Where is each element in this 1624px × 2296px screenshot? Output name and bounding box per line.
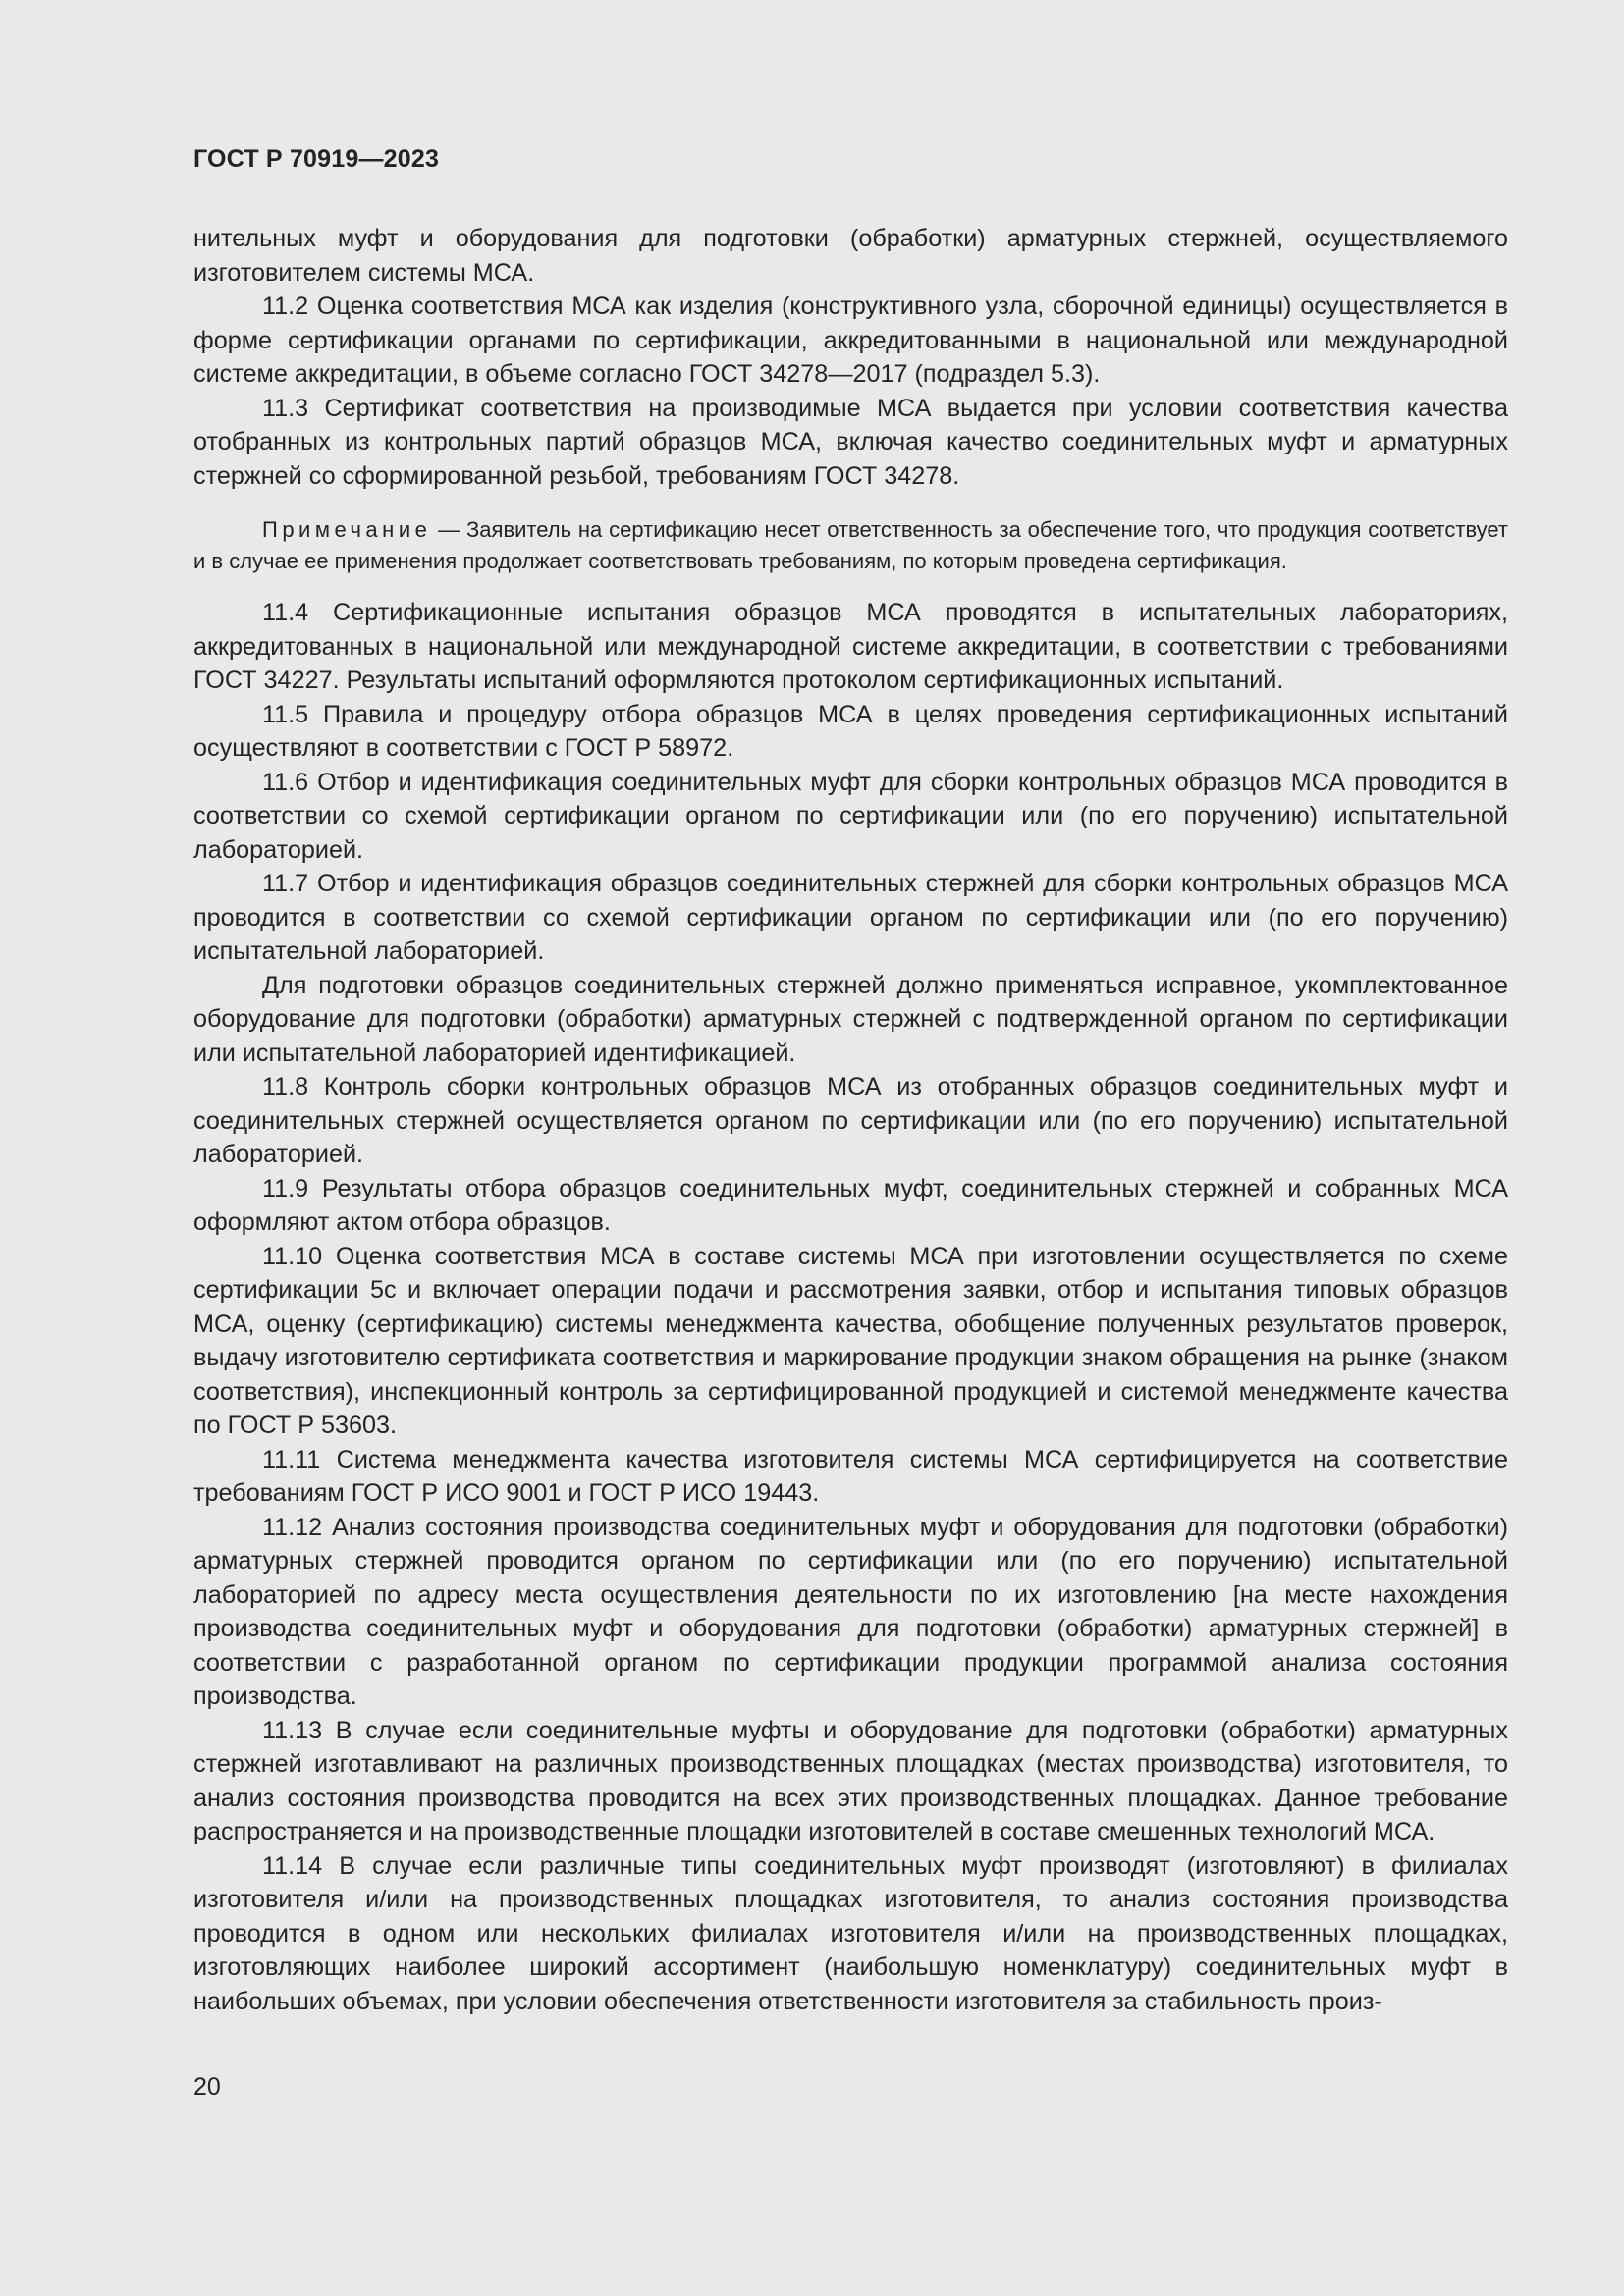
paragraph-11-5: 11.5 Правила и процедуру отбора образцов МСА в целях проведения сертификационных испытаний осуществляют в соответствии с ГОСТ Р 58972. — [193, 700, 1508, 762]
note-text: — Заявитель на сертификацию несет ответственность за обеспечение того, что продукция соответствует и в случае ее применения продолжает соответствовать требованиям, по которым проведена сертификация. — [193, 517, 1508, 573]
paragraph-11-14: 11.14 В случае если различные типы соединительных муфт производят (изготовляют) в филиалах изготовителя и/или на производственных площадках изготовителя, то анализ состояния производства проводится в одном или нескольких филиалах изготовителя и/или на производственных площадках, изготовляющих наиболее широкий ассортимент (наибольшую номенклатуру) соединительных муфт в наибольших объемах, при условии обеспечения ответственности изготовителя за стабильность произ- — [193, 1851, 1508, 2015]
paragraph-11-6: 11.6 Отбор и идентификация соединительных муфт для сборки контрольных образцов МСА проводится в соответствии со схемой сертификации органом по сертификации или (по его поручению) испытательной лабораторией. — [193, 768, 1508, 864]
document-body — [193, 222, 1508, 2018]
paragraph-11-2: 11.2 Оценка соответствия МСА как изделия (конструктивного узла, сборочной единицы) осуществляется в форме сертификации органами по сертификации, аккредитованными в национальной или международной системе аккредитации, в объеме согласно ГОСТ 34278—2017 (подраздел 5.3). — [193, 293, 1508, 388]
page-number: 20 — [193, 2073, 221, 2101]
note — [193, 514, 1508, 576]
paragraph-11-8: 11.8 Контроль сборки контрольных образцов МСА из отобранных образцов соединительных муфт и соединительных стержней осуществляется органом по сертификации или (по его поручению) испытательной лабораторией. — [193, 1073, 1508, 1168]
paragraph-11-10: 11.10 Оценка соответствия МСА в составе системы МСА при изготовлении осуществляется по схеме сертификации 5с и включает операции подачи и рассмотрения заявки, отбор и испытания типовых образцов МСА, оценку (сертификацию) системы менеджмента качества, обобщение полученных результатов проверок, выдачу изготовителю сертификата соответствия и маркирование продукции знаком обращения на рынке (знаком соответствия), инспекционный контроль за сертифицированной продукцией и системой менеджменте качества по ГОСТ Р 53603. — [193, 1242, 1508, 1439]
paragraph-11-12: 11.12 Анализ состояния производства соединительных муфт и оборудования для подготовки (обработки) арматурных стержней проводится органом по сертификации или (по его поручению) испытательной лабораторией по адресу места осуществления деятельности по их изготовлению [на месте нахождения производства соединительных муфт и оборудования для подготовки (обработки) арматурных стержней] в соответствии с разработанной органом по сертификации продукции программой анализа состояния производства. — [193, 1513, 1508, 1710]
paragraph-11-9: 11.9 Результаты отбора образцов соединительных муфт, соединительных стержней и собранных МСА оформляют актом отбора образцов. — [193, 1174, 1508, 1236]
paragraph-11-7: 11.7 Отбор и идентификация образцов соединительных стержней для сборки контрольных образцов МСА проводится в соответствии со схемой сертификации органом по сертификации или (по его поручению) испытательной лабораторией. — [193, 870, 1508, 965]
paragraph-11-3: 11.3 Сертификат соответствия на производимые МСА выдается при условии соответствия качества отобранных из контрольных партий образцов МСА, включая качество соединительных муфт и арматурных стержней со сформированной резьбой, требованиям ГОСТ 34278. — [193, 394, 1508, 490]
paragraph-11-7-continued: Для подготовки образцов соединительных стержней должно применяться исправное, укомплектованное оборудование для подготовки (обработки) арматурных стержней с подтвержденной органом по сертификации или испытательной лабораторией идентификацией. — [193, 971, 1508, 1067]
paragraph-continuation: нительных муфт и оборудования для подготовки (обработки) арматурных стержней, осуществляемого изготовителем системы МСА. — [193, 225, 1508, 287]
paragraph-11-11: 11.11 Система менеджмента качества изготовителя системы МСА сертифицируется на соответствие требованиям ГОСТ Р ИСО 9001 и ГОСТ Р ИСО 19443. — [193, 1445, 1508, 1507]
paragraph-11-4: 11.4 Сертификационные испытания образцов МСА проводятся в испытательных лабораториях, аккредитованных в национальной или международной системе аккредитации, в соответствии с требованиями ГОСТ 34227. Результаты испытаний оформляются протоколом сертификационных испытаний. — [193, 599, 1508, 694]
paragraph-11-13: 11.13 В случае если соединительные муфты и оборудование для подготовки (обработки) арматурных стержней изготавливают на различных производственных площадках (местах производства) изготовителя, то анализ состояния производства проводится на всех этих производственных площадках. Данное требование распространяется и на производственные площадки изготовителей в составе смешенных технологий МСА. — [193, 1716, 1508, 1845]
note-label: Примечание — [262, 517, 432, 542]
document-header: ГОСТ Р 70919—2023 — [193, 145, 440, 173]
document-page — [193, 0, 1508, 2296]
